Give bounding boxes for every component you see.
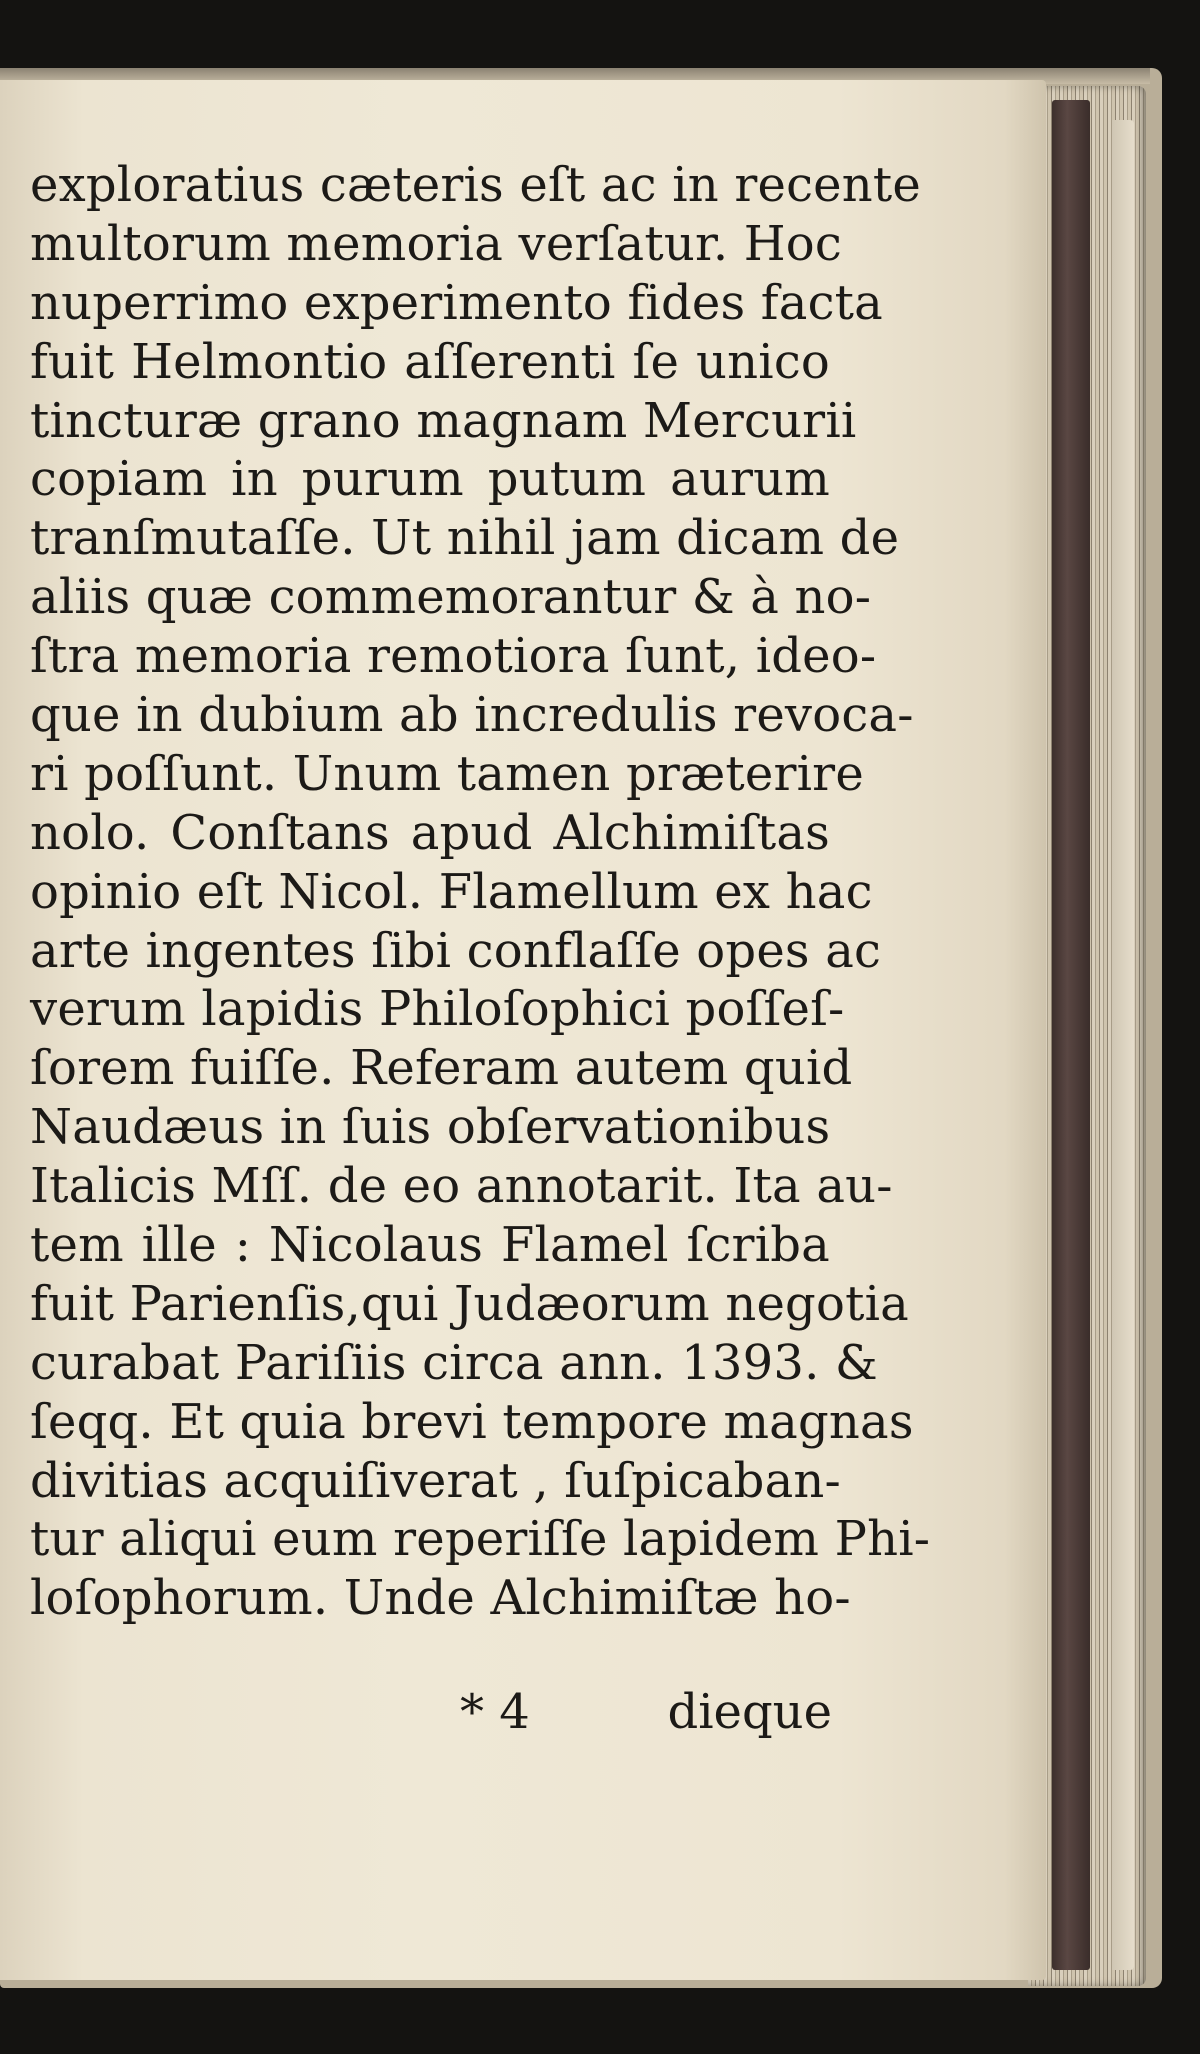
- text-line: fuit Helmontio aſſerenti ſe unico: [30, 333, 830, 390]
- text-line: arte ingentes ſibi conflaſſe opes ac: [30, 922, 882, 979]
- page-footer: [60, 1682, 832, 1742]
- catchword: dieque: [667, 1684, 832, 1740]
- text-line: multorum memoria verſatur. Hoc: [30, 215, 842, 272]
- text-line: ſeqq. Et quia brevi tempore magnas: [30, 1393, 914, 1450]
- text-line: ſorem fuiſſe. Referam autem quid: [30, 1040, 853, 1097]
- text-line: loſophorum. Unde Alchimiſtæ ho-: [30, 1570, 851, 1627]
- text-line: ri poſſunt. Unum tamen præterire: [30, 745, 864, 802]
- text-line: aliis quæ commemorantur & à no-: [30, 569, 872, 626]
- text-line: que in dubium ab incredulis revoca-: [30, 687, 914, 744]
- text-line: ſtra memoria remotiora ſunt, ideo-: [30, 628, 877, 685]
- text-line: tem ille : Nicolaus Flamel ſcriba: [30, 1217, 830, 1274]
- text-line: opinio eſt Nicol. Flamellum ex hac: [30, 863, 873, 920]
- text-line: divitias acquiſiverat , ſuſpicaban-: [30, 1452, 841, 1509]
- text-line: fuit Parienſis,qui Judæorum negotia: [30, 1275, 909, 1332]
- text-line: Naudæus in ſuis obſervationibus: [30, 1099, 831, 1156]
- text-line: tranſmutaſſe. Ut nihil jam dicam de: [30, 510, 900, 567]
- text-line: nuperrimo experimento fides facta: [30, 274, 883, 331]
- text-line: verum lapidis Philoſophici poſſeſ-: [30, 981, 845, 1038]
- text-line: curabat Pariſiis circa ann. 1393. &: [30, 1334, 878, 1391]
- book-spine-band: [1052, 100, 1090, 1970]
- fore-edge: [1112, 120, 1134, 1970]
- text-line: nolo. Conſtans apud Alchimiſtas: [30, 804, 830, 861]
- text-line: exploratius cæteris eſt ac in recente: [30, 157, 921, 213]
- text-line: Italicis Mſſ. de eo annotarit. Ita au-: [30, 1158, 893, 1215]
- page-text: [30, 156, 931, 1628]
- text-line: copiam in purum putum aurum: [30, 451, 830, 508]
- text-line: tur aliqui eum reperiſſe lapidem Phi-: [30, 1511, 931, 1568]
- text-line: tincturæ grano magnam Mercurii: [30, 392, 857, 449]
- signature-mark: * 4: [460, 1684, 530, 1740]
